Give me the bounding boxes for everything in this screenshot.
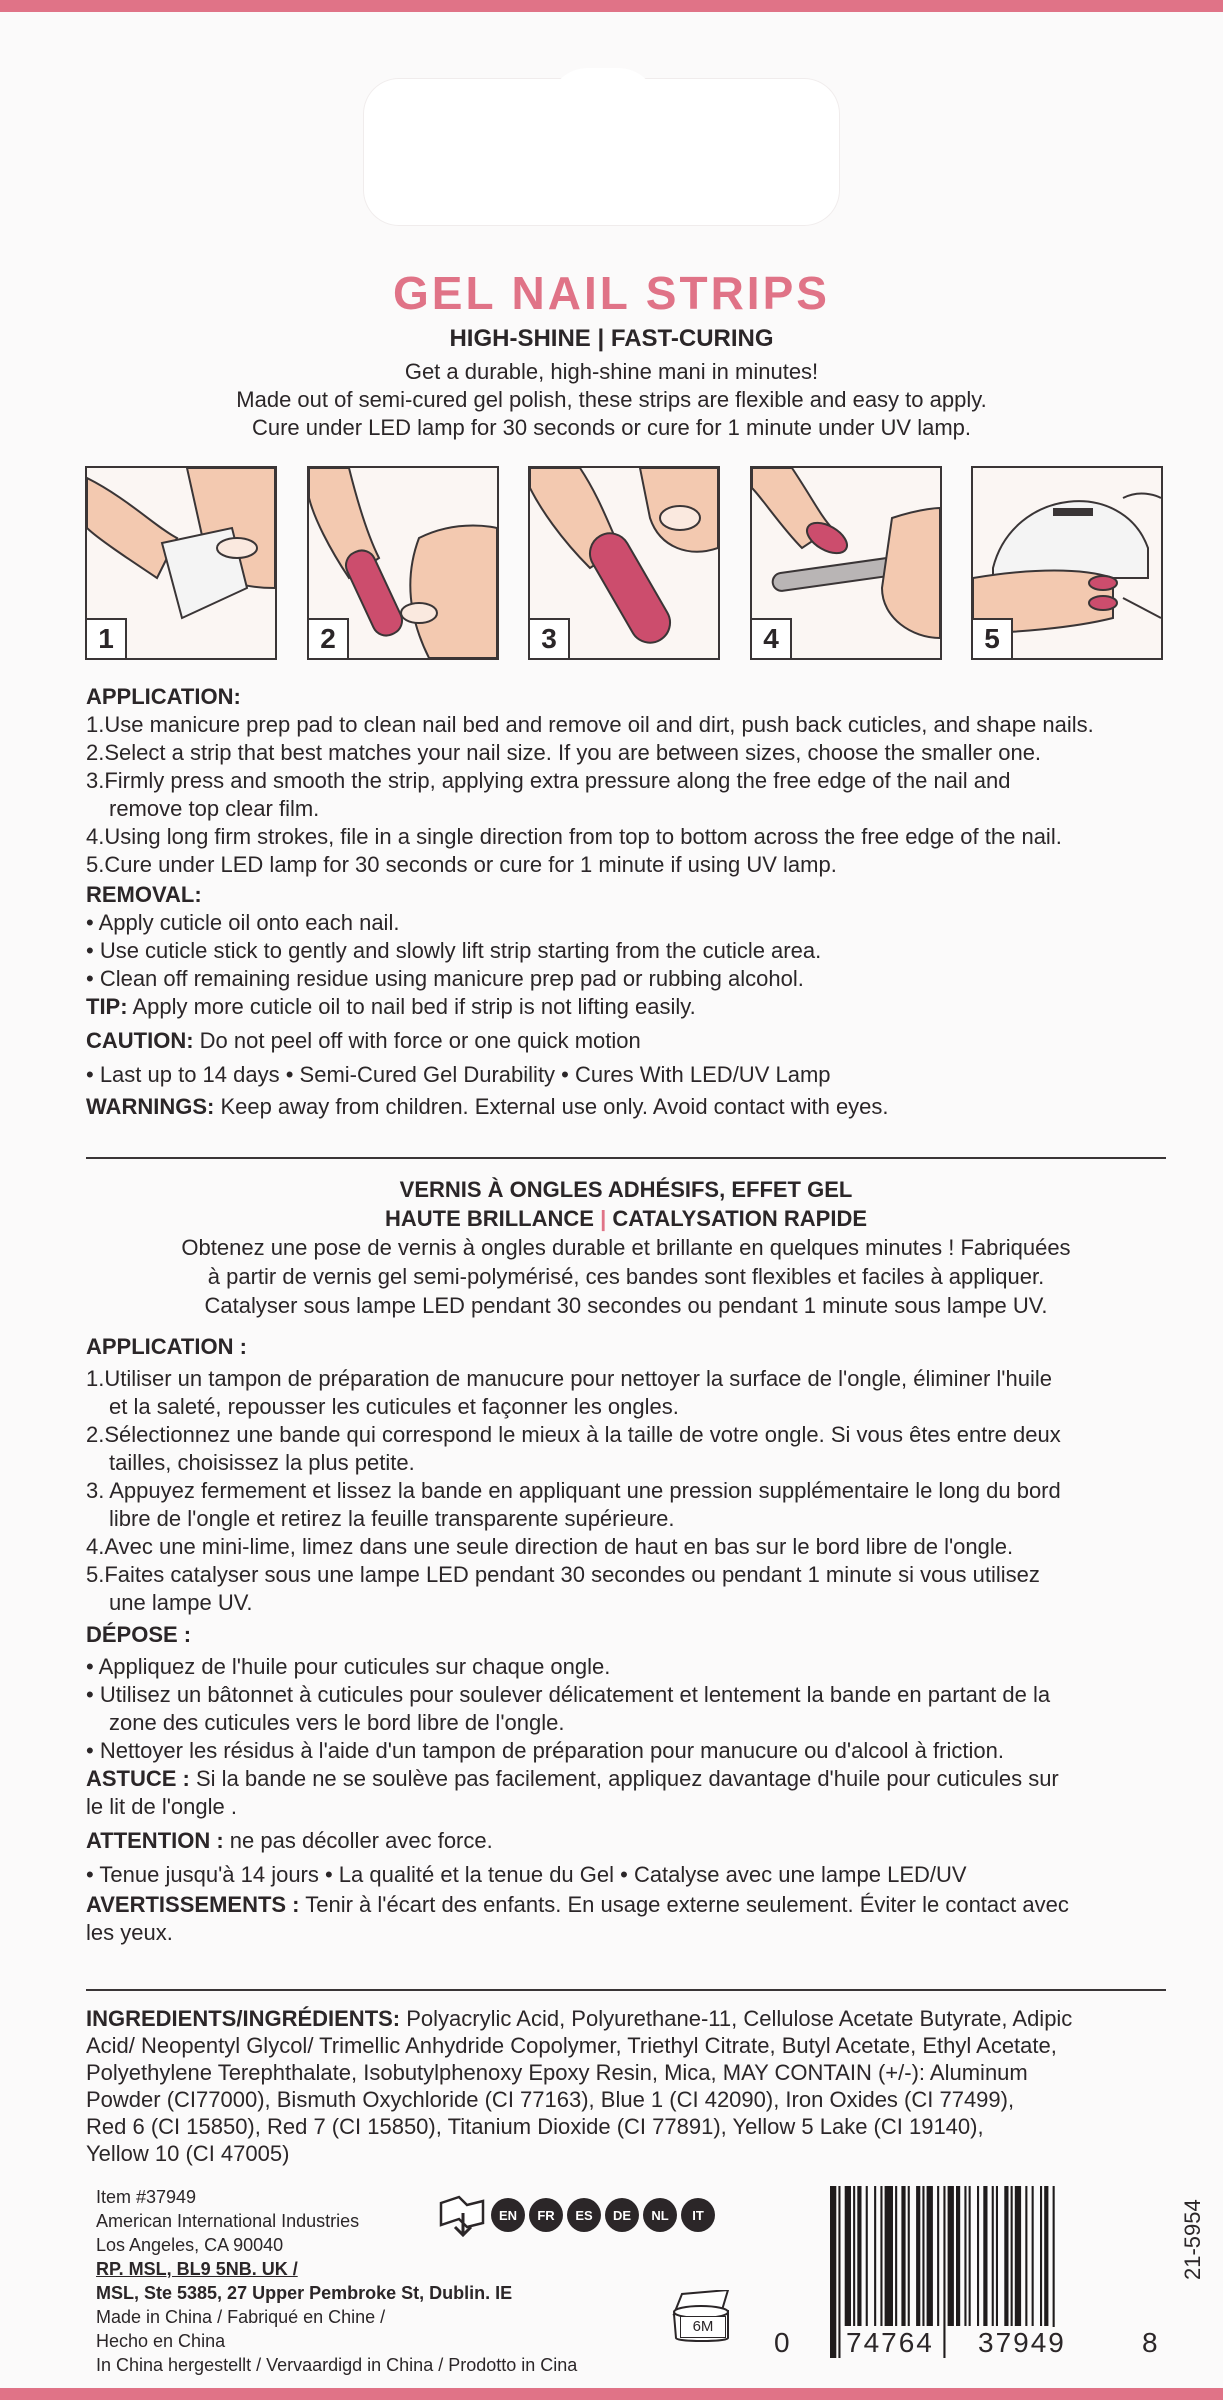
manufacturer-info: Item #37949 American International Industries Los Angeles, CA 90040 RP. MSL, BL9 5NB. UK / MSL, Ste 5385, 27 Upper Pembroke St, Dublin. IE Made in China / Fabriqué en Chine / Hecho en China In China hergestellt / Vervaardigd in China / Prodotto in Cina xyxy=(96,2187,578,2375)
period-after-opening-icon xyxy=(670,2290,734,2344)
removal-step: • Apply cuticle oil onto each nail. xyxy=(86,910,400,935)
barcode-bar xyxy=(857,2186,861,2326)
barcode-bar xyxy=(1032,2186,1034,2326)
barcode-bar xyxy=(927,2186,933,2326)
barcode-bar xyxy=(853,2186,855,2326)
language-badges xyxy=(437,2193,715,2237)
barcode-bar xyxy=(977,2186,979,2326)
barcode-digits-right: 37949 xyxy=(978,2327,1066,2358)
barcode-bar xyxy=(1025,2186,1027,2326)
barcode-bar xyxy=(937,2186,939,2326)
barcode-bar xyxy=(916,2186,920,2326)
warnings-line: WARNINGS: Keep away from children. External use only. Avoid contact with eyes. xyxy=(86,1094,889,1119)
step-1-prep-pad-illustration xyxy=(85,466,277,660)
application-steps xyxy=(85,466,1165,660)
barcode-bar xyxy=(922,2186,924,2326)
barcode-bar xyxy=(1011,2186,1013,2326)
barcode-bar xyxy=(895,2186,897,2326)
barcode-bar xyxy=(983,2186,987,2326)
info-leaflet-icon xyxy=(437,2193,487,2237)
features-line: • Last up to 14 days • Semi-Cured Gel Durability • Cures With LED/UV Lamp xyxy=(86,1062,831,1087)
fr-caution-line: ATTENTION : ne pas décoller avec force. xyxy=(86,1828,493,1853)
step-number: 3 xyxy=(530,618,570,658)
tip-line: TIP: Apply more cuticle oil to nail bed if strip is not lifting easily. xyxy=(86,994,696,1019)
application-step: 1.Use manicure prep pad to clean nail bed and remove oil and dirt, push back cuticles, and shape nails. xyxy=(86,712,1094,737)
fr-removal-heading: DÉPOSE : xyxy=(86,1622,192,1647)
language-badge-es: ES xyxy=(567,2198,601,2232)
step-2-strip-select-illustration xyxy=(307,466,499,660)
barcode-bar xyxy=(830,2186,836,2358)
language-badge-en: EN xyxy=(491,2198,525,2232)
barcode-bar xyxy=(880,2186,882,2326)
step-3-press-strip-illustration xyxy=(528,466,720,660)
language-badge-fr: FR xyxy=(529,2198,563,2232)
barcode-bar xyxy=(1040,2186,1042,2326)
fr-features-line: • Tenue jusqu'à 14 jours • La qualité et la tenue du Gel • Catalyse avec une lampe LED/UV xyxy=(86,1862,967,1887)
barcode-digit-first: 0 xyxy=(774,2327,790,2358)
french-header: VERNIS À ONGLES ADHÉSIFS, EFFET GEL HAUTE BRILLANCE | CATALYSATION RAPIDE Obtenez une pose de vernis à ongles durable et brillante en quelques minutes ! Fabriquées à partir de vernis gel semi-polymérisé, ces bandes sont flexibles et faciles à appliquer. Catalyser sous lampe LED pendant 30 secondes ou pendant 1 minute sous lampe UV. xyxy=(86,1175,1166,1320)
barcode-digit-last: 8 xyxy=(1142,2327,1158,2358)
application-step: 2.Select a strip that best matches your nail size. If you are between sizes, choose the smaller one. xyxy=(86,740,1042,765)
section-divider xyxy=(86,1157,1166,1159)
bottom-accent-bar xyxy=(0,2388,1223,2400)
barcode-digits-left: 74764 xyxy=(846,2327,934,2358)
barcode-bar xyxy=(964,2186,966,2326)
application-step: 5.Cure under LED lamp for 30 seconds or cure for 1 minute if using UV lamp. xyxy=(86,852,837,877)
pao-label: 6M xyxy=(680,2316,726,2338)
language-badge-de: DE xyxy=(605,2198,639,2232)
barcode-bar xyxy=(908,2186,910,2326)
application-step: 3.Firmly press and smooth the strip, applying extra pressure along the free edge of the nail and xyxy=(86,768,1011,793)
fr-warnings-line: AVERTISSEMENTS : Tenir à l'écart des enfants. En usage externe seulement. Éviter le contact avec xyxy=(86,1892,1069,1917)
barcode-bar xyxy=(885,2186,893,2326)
barcode-bar xyxy=(838,2186,840,2358)
top-accent-bar xyxy=(0,0,1223,12)
step-4-file-edge-illustration xyxy=(750,466,942,660)
step-number: 1 xyxy=(87,618,127,658)
vertical-code: 21-5954 xyxy=(1180,2199,1205,2280)
intro-text: Get a durable, high-shine mani in minutes! Made out of semi-cured gel polish, these strips are flexible and easy to apply. Cure under LED lamp for 30 seconds or cure for 1 minute under UV lamp. xyxy=(236,359,987,440)
step-number: 5 xyxy=(973,618,1013,658)
fr-application-heading: APPLICATION : xyxy=(86,1334,247,1359)
product-title: GEL NAIL STRIPS xyxy=(393,267,830,319)
barcode-bar xyxy=(996,2186,998,2326)
removal-step: • Use cuticle stick to gently and slowly lift strip starting from the cuticle area. xyxy=(86,938,822,963)
english-instructions xyxy=(86,683,1176,1121)
french-title: VERNIS À ONGLES ADHÉSIFS, EFFET GEL xyxy=(399,1177,853,1202)
barcode-bar xyxy=(845,2186,851,2326)
fr-tip-line: ASTUCE : Si la bande ne se soulève pas facilement, appliquez davantage d'huile pour cuticules sur xyxy=(86,1766,1059,1791)
application-step: remove top clear film. xyxy=(109,796,320,821)
barcode-bar xyxy=(969,2186,971,2326)
removal-step: • Clean off remaining residue using manicure prep pad or rubbing alcohol. xyxy=(86,966,804,991)
application-heading: APPLICATION: xyxy=(86,684,241,709)
section-divider xyxy=(86,1989,1166,1991)
french-instructions: APPLICATION : 1.Utiliser un tampon de préparation de manucure pour nettoyer la surface de l'ongle, éliminer l'huile et la saleté, repousser les cuticules et façonner les ongles. 2.Sélectionnez une bande qui correspond le mieux à la taille de votre ongle. Si vous êtes entre deux tailles, choisissez la plus petite. 3. Appuyez fermement et lissez la bande en appliquant une pression supplémentaire le long du bord libre de l'ongle et retirez la feuille transparente supérieure. 4.Avec une mini-lime, limez dans une seule direction de haut en bas sur le bord libre de l'ongle. 5.Faites catalyser sous une lampe LED pendant 30 secondes ou pendant 1 minute si vous utilisez une lampe UV. DÉPOSE : • Appliquez de l'huile pour cuticules sur chaque ongle. • Utilisez un bâtonnet à cuticules pour soulever délicatement et lentement la bande en partant de la zone des cuticules vers le bord libre de l'ongle. • Nettoyer les résidus à l'aide d'un tampon de préparation pour manucure ou d'alcool à friction. ASTUCE : Si la bande ne se soulève pas facilement, appliquez davantage d'huile pour cuticules sur le lit de l'ongle . ATTENTION : ne pas décoller avec force. • Tenue jusqu'à 14 jours • La qualité et la tenue du Gel • Catalyse avec une lampe LED/UV AVERTISSEMENTS : Tenir à l'écart des enfants. En usage externe seulement. Éviter le contact avec les yeux. xyxy=(86,1333,1176,1947)
step-number: 2 xyxy=(309,618,349,658)
barcode-bar xyxy=(943,2186,945,2358)
removal-heading: REMOVAL: xyxy=(86,882,202,907)
barcode-bar xyxy=(956,2186,960,2326)
barcode-bar xyxy=(866,2186,868,2326)
ingredients: INGREDIENTS/INGRÉDIENTS: Polyacrylic Acid, Polyurethane-11, Cellulose Acetate Butyrate, Adipic Acid/ Neopentyl Glycol/ Trimellic Anhydride Copolymer, Triethyl Citrate, Butyl Acetate, Ethyl Acetate, Polyethylene Terephthalate, Isobutylphenoxy Epoxy Resin, Mica, MAY CONTAIN (+/-): Aluminum Powder (CI77000), Bismuth Oxychloride (CI 77163), Blue 1 (CI 42090), Iron Oxides (CI 77499), Red 6 (CI 15850), Red 7 (CI 15850), Titanium Dioxide (CI 77891), Yellow 5 Lake (CI 19140), Yellow 10 (CI 47005) xyxy=(86,2006,1073,2166)
barcode-bar xyxy=(1015,2186,1021,2326)
hang-tab xyxy=(363,78,840,226)
caution-line: CAUTION: Do not peel off with force or one quick motion xyxy=(86,1028,641,1053)
barcode-bar xyxy=(874,2186,876,2326)
step-5-cure-lamp-illustration xyxy=(971,466,1163,660)
barcode-bar xyxy=(948,2186,954,2326)
french-subtitle: HAUTE BRILLANCE | CATALYSATION RAPIDE xyxy=(384,1206,868,1231)
ingredients-label: INGREDIENTS/INGRÉDIENTS: xyxy=(86,2006,401,2031)
step-number: 4 xyxy=(752,618,792,658)
barcode-bar xyxy=(1044,2186,1048,2326)
barcode-bar xyxy=(901,2186,905,2326)
french-intro: Obtenez une pose de vernis à ongles durable et brillante en quelques minutes ! Fabriquées xyxy=(181,1235,1071,1260)
product-subtitle: HIGH-SHINE | FAST-CURING xyxy=(449,325,774,352)
barcode-bar xyxy=(992,2186,994,2326)
application-step: 4.Using long firm strokes, file in a single direction from top to bottom across the free edge of the nail. xyxy=(86,824,1062,849)
language-badge-it: IT xyxy=(681,2198,715,2232)
language-badge-nl: NL xyxy=(643,2198,677,2232)
barcode-bar xyxy=(1004,2186,1008,2326)
